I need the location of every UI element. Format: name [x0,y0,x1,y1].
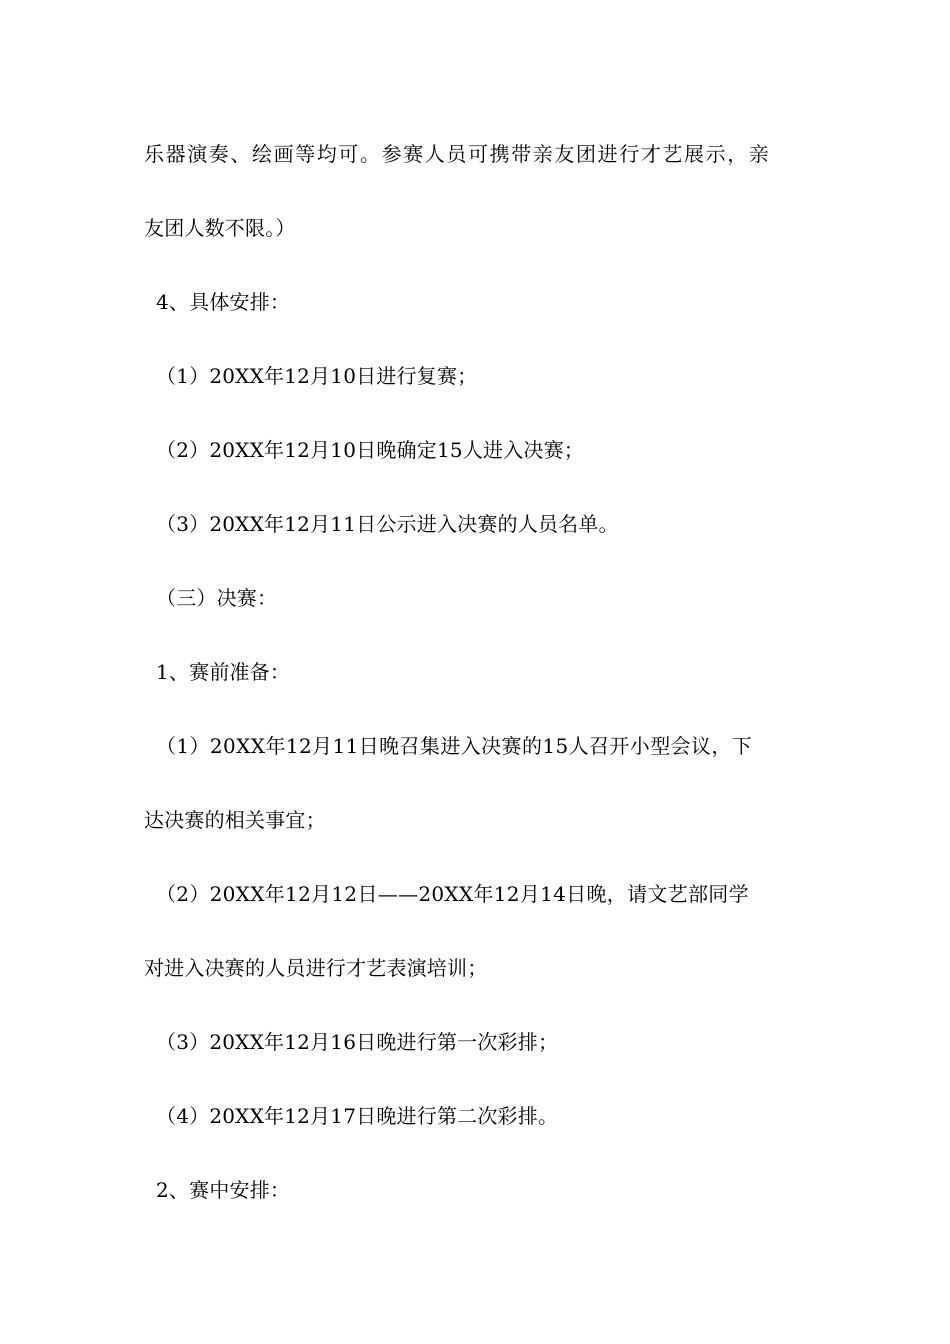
list-item: （2）20XX年12月10日晚确定15人进入决赛； [156,438,584,462]
list-item: （4）20XX年12月17日晚进行第二次彩排。 [156,1104,559,1128]
paragraph-line: 友团人数不限。） [144,216,296,240]
paragraph-line: 乐器演奏、绘画等均可。参赛人员可携带亲友团进行才艺展示，亲 [144,142,771,166]
section-heading: 4、具体安排： [156,290,291,314]
list-item: （1）20XX年12月11日晚召集进入决赛的15人召开小型会议，下 [156,734,753,758]
section-heading: （三）决赛： [156,586,278,610]
list-item: （3）20XX年12月16日晚进行第一次彩排； [156,1030,559,1054]
list-item: （3）20XX年12月11日公示进入决赛的人员名单。 [156,512,619,536]
list-item: （1）20XX年12月10日进行复赛； [156,364,478,388]
subsection-heading: 2、赛中安排： [156,1178,291,1202]
subsection-heading: 1、赛前准备： [156,660,291,684]
list-item-continuation: 对进入决赛的人员进行才艺表演培训； [144,956,488,980]
list-item: （2）20XX年12月12日——20XX年12月14日晚，请文艺部同学 [156,882,749,906]
list-item-continuation: 达决赛的相关事宜； [144,808,326,832]
